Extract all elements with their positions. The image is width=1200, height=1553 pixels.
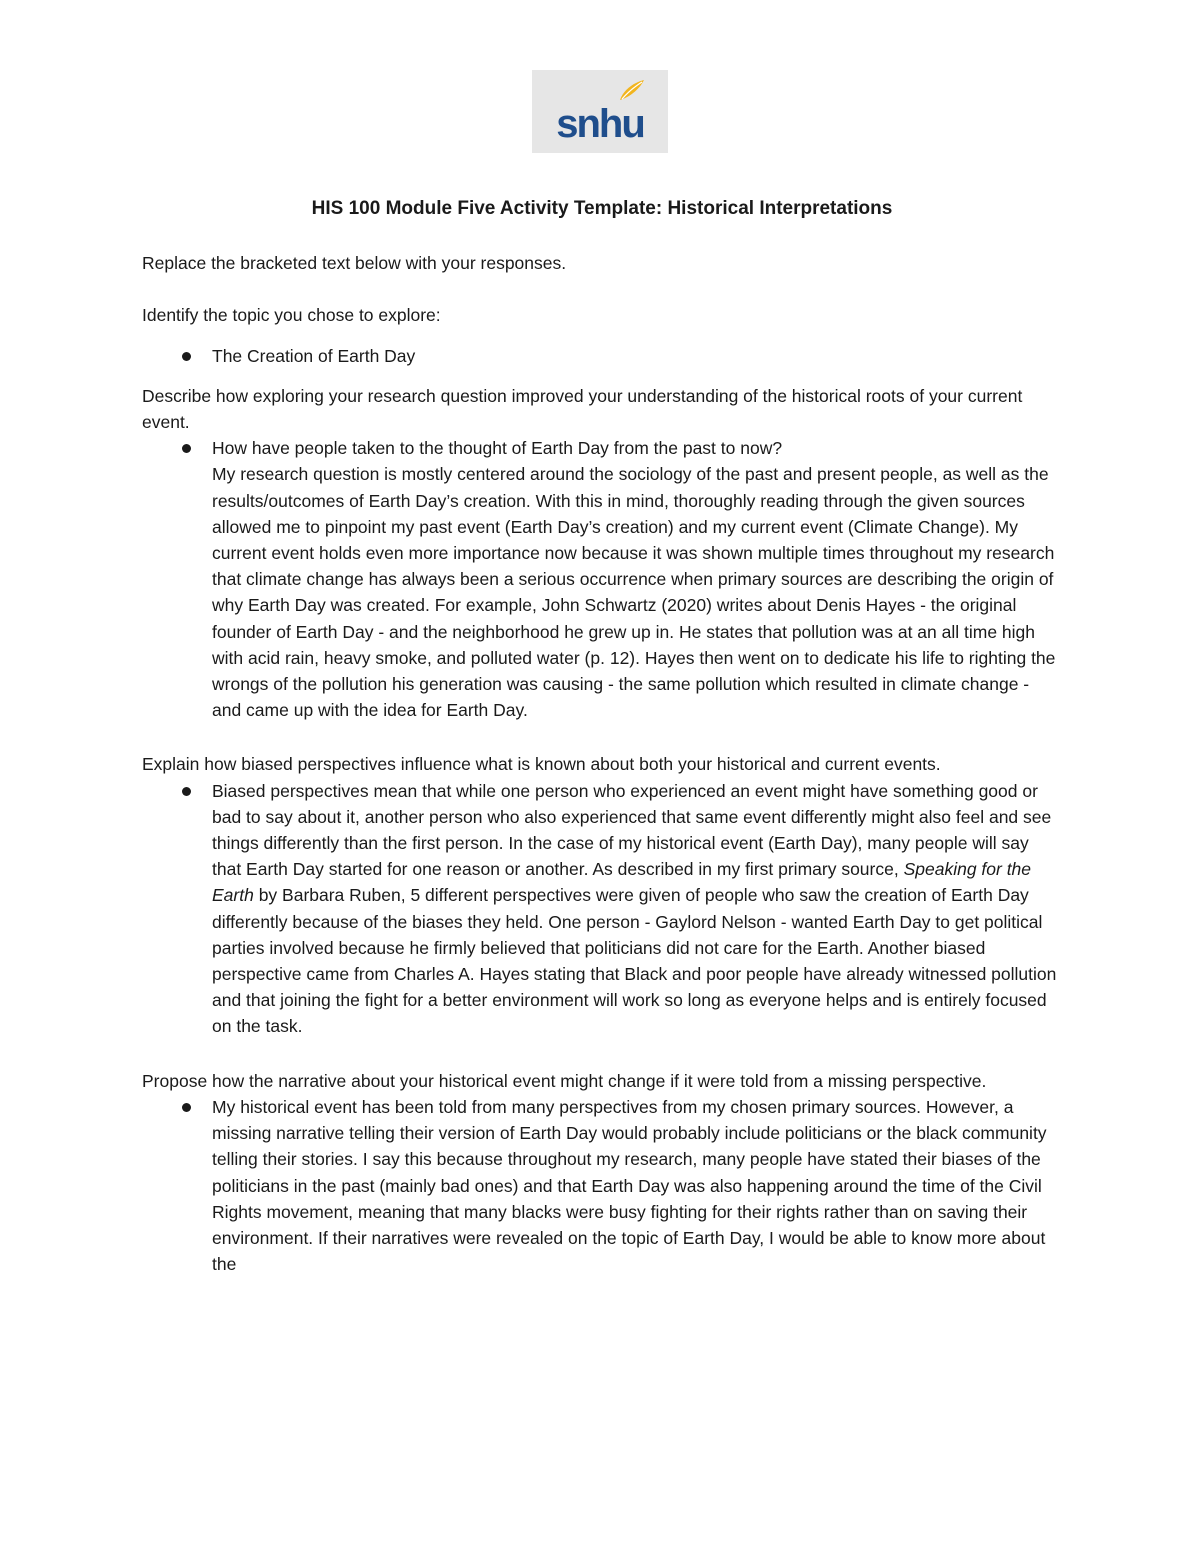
svg-text:snhu: snhu: [556, 102, 644, 146]
q4-answer-list: [142, 1094, 1062, 1277]
q2-answer: My research question is mostly centered around the sociology of the past and present people, as well as the results/outcomes of Earth Day’s creation. With this in mind, thoroughly reading through the given sources allowed me to pinpoint my past event (Earth Day’s creation) and my current event (Climate Change). My current event holds even more importance now because it was shown multiple times throughout my research that climate change has always been a serious occurrence when primary sources are describing the origin of why Earth Day was created. For example, John Schwartz (2020) writes about Denis Hayes - the original founder of Earth Day - and the neighborhood he grew up in. He states that pollution was at an all time high with acid rain, heavy smoke, and polluted water (p. 12). Hayes then went on to dedicate his life to righting the wrongs of the pollution his generation was causing - the same pollution which resulted in climate change - and came up with the idea for Earth Day.: [212, 464, 1056, 721]
q2-answer-list: [142, 435, 1062, 723]
q1-prompt: Identify the topic you chose to explore:: [142, 305, 441, 326]
q3-answer-part2: by Barbara Ruben, 5 different perspectives were given of people who saw the creation of Earth Day differently because of the biases they held. One person - Gaylord Nelson - wanted Earth Day to get political parties involved because he firmly believed that politicians did not care for the Earth. Another biased perspective came from Charles A. Hayes stating that Black and poor people have already witnessed pollution and that joining the fight for a better environment will work so long as everyone helps and is entirely focused on the task.: [212, 885, 1057, 1037]
instruction-text: Replace the bracketed text below with your responses.: [142, 253, 567, 274]
list-item: [142, 343, 1062, 369]
bullet-icon: [182, 787, 191, 796]
q2-research-question: How have people taken to the thought of Earth Day from the past to now?: [212, 438, 783, 459]
bullet-icon: [182, 444, 191, 453]
list-item: [142, 1094, 1062, 1277]
q4-answer: My historical event has been told from many perspectives from my chosen primary sources. However, a missing narrative telling their version of Earth Day would probably include politicians or the black community telling their stories. I say this because throughout my research, many people have stated their biases of the politicians in the past (mainly bad ones) and that Earth Day was also happening around the time of the Civil Rights movement, meaning that many blacks were busy fighting for their rights rather than on saving their environment. If their narratives were revealed on the topic of Earth Day, I would be able to know more about the: [212, 1096, 1047, 1275]
bullet-icon: [182, 352, 191, 361]
q3-source-title: Speaking for the Earth: [212, 859, 1032, 906]
q3-answer-part1: Biased perspectives mean that while one person who experienced an event might have something good or bad to say about it, another person who also experienced that same event differently might also feel and see things differently than the first person. In the case of my historical event (Earth Day), many people will say that Earth Day started for one reason or another. As described in my first primary source,: [212, 780, 1052, 880]
q1-answer: The Creation of Earth Day: [212, 345, 416, 366]
list-item: [142, 435, 1062, 723]
q4-prompt: Propose how the narrative about your historical event might change if it were told from a missing perspective.: [142, 1070, 987, 1091]
document-title: HIS 100 Module Five Activity Template: Historical Interpretations: [311, 198, 893, 219]
q3-prompt: Explain how biased perspectives influence what is known about both your historical and current events.: [142, 754, 941, 775]
snhu-logo: [532, 70, 668, 153]
q2-prompt: Describe how exploring your research question improved your understanding of the historical roots of your current event.: [142, 385, 1023, 433]
q3-answer-list: [142, 778, 1062, 1040]
list-item: [142, 778, 1062, 1040]
q1-answer-list: [142, 343, 1062, 369]
bullet-icon: [182, 1103, 191, 1112]
document-body: [142, 196, 1062, 1277]
